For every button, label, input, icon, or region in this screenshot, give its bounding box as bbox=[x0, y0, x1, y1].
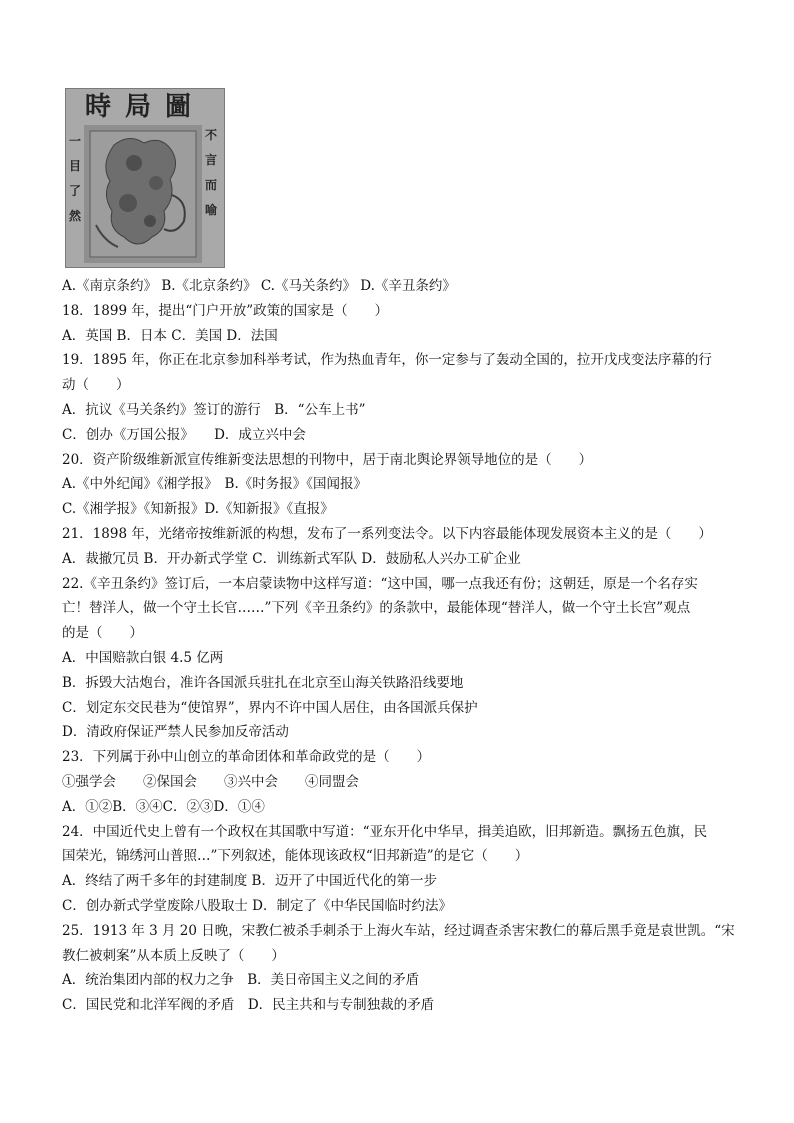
answer-options-q19-cd: C．创办《万国公报》 D．成立兴中会 bbox=[62, 426, 306, 443]
answer-options-q18: A．英国 B．日本 C．美国 D．法国 bbox=[62, 327, 278, 344]
answer-options-q24-cd: C．创办新式学堂废除八股取士 D．制定了《中华民国临时约法》 bbox=[62, 897, 452, 914]
question-25: 25．1913 年 3 月 20 日晚，宋教仁被杀手刺杀于上海火车站，经过调查杀害宋教仁的幕后黑手竟是袁世凯。“宋 bbox=[62, 922, 735, 939]
answer-option-q22-c: C．划定东交民巷为“使馆界”，界内不许中国人居住，由各国派兵保护 bbox=[62, 699, 478, 716]
answer-option-q22-d: D．清政府保证严禁人民参加反帝活动 bbox=[62, 724, 289, 741]
question-18: 18．1899 年，提出“门户开放”政策的国家是（ ） bbox=[62, 302, 389, 319]
figure-right-caption: 不言而喻 bbox=[205, 128, 218, 217]
question-22: 22.《辛丑条约》签订后，一本启蒙读物中这样写道：“这中国，哪一点我还有份；这朝廷，原是一个名存实 bbox=[62, 575, 698, 592]
answer-option-q22-a: A．中国赔款白银 4.5 亿两 bbox=[62, 649, 224, 666]
cartoon-map-illustration bbox=[84, 125, 202, 263]
question-23: 23．下列属于孙中山创立的革命团体和革命政党的是（ ） bbox=[62, 749, 431, 766]
answer-option-q22-b: B．拆毁大沽炮台，准许各国派兵驻扎在北京至山海关铁路沿线要地 bbox=[62, 674, 464, 691]
question-25-cont: 教仁被刺案”从本质上反映了（ ） bbox=[62, 947, 285, 964]
exam-page bbox=[62, 88, 742, 1018]
answer-options-q20-ab: A.《中外纪闻》《湘学报》 B.《时务报》《国闻报》 bbox=[62, 476, 368, 493]
answer-options-q25-ab: A．统治集团内部的权力之争 B．美日帝国主义之间的矛盾 bbox=[62, 972, 420, 989]
question-21: 21．1898 年，光绪帝按维新派的构想，发布了一系列变法令。以下内容最能体现发展资本主义的是（ ） bbox=[62, 525, 712, 542]
answer-options-q21: A．裁撤冗员 B．开办新式学堂 C．训练新式军队 D．鼓励私人兴办工矿企业 bbox=[62, 550, 521, 567]
question-22-end: 的是（ ） bbox=[62, 625, 143, 642]
answer-options-q20-cd: C.《湘学报》《知新报》D.《知新报》《直报》 bbox=[62, 501, 334, 518]
figure-left-caption: 一目了然 bbox=[69, 134, 82, 223]
answer-options-q17: A.《南京条约》 B.《北京条约》 C.《马关条约》 D.《辛丑条约》 bbox=[62, 278, 456, 294]
question-19-cont: 动（ ） bbox=[62, 377, 130, 394]
answer-options-q19-ab: A．抗议《马关条约》签订的游行 B．“公车上书” bbox=[62, 401, 366, 418]
answer-options-q25-cd: C．国民党和北洋军阀的矛盾 D．民主共和与专制独裁的矛盾 bbox=[62, 997, 435, 1014]
question-24-cont: 国荣光，锦绣河山普照…”下列叙述，能体现该政权“旧邦新造”的是它（ ） bbox=[62, 848, 529, 865]
answer-options-q24-ab: A．终结了两千多年的封建制度 B．迈开了中国近代化的第一步 bbox=[62, 873, 437, 890]
answer-options-q23: A．①②B．③④C．②③D．①④ bbox=[62, 798, 265, 815]
question-23-items: ①强学会 ②保国会 ③兴中会 ④同盟会 bbox=[62, 773, 359, 790]
question-19: 19．1895 年，你正在北京参加科举考试，作为热血青年，你一定参与了轰动全国的，拉开戊戌变法序幕的行 bbox=[62, 352, 712, 369]
figure-title: 時局圖 bbox=[84, 92, 205, 122]
question-22-cont: 亡！替洋人，做一个守土长官……”下列《辛丑条约》的条款中，最能体现“替洋人，做一个守土长宫”观点 bbox=[62, 600, 691, 617]
question-20: 20．资产阶级维新派宣传维新变法思想的刊物中，居于南北舆论界领导地位的是（ ） bbox=[62, 451, 593, 468]
historical-cartoon-image bbox=[65, 88, 225, 268]
question-24: 24．中国近代史上曾有一个政权在其国歌中写道：“亚东开化中华早，揖美追欧，旧邦新造。飘扬五色旗，民 bbox=[62, 823, 708, 840]
